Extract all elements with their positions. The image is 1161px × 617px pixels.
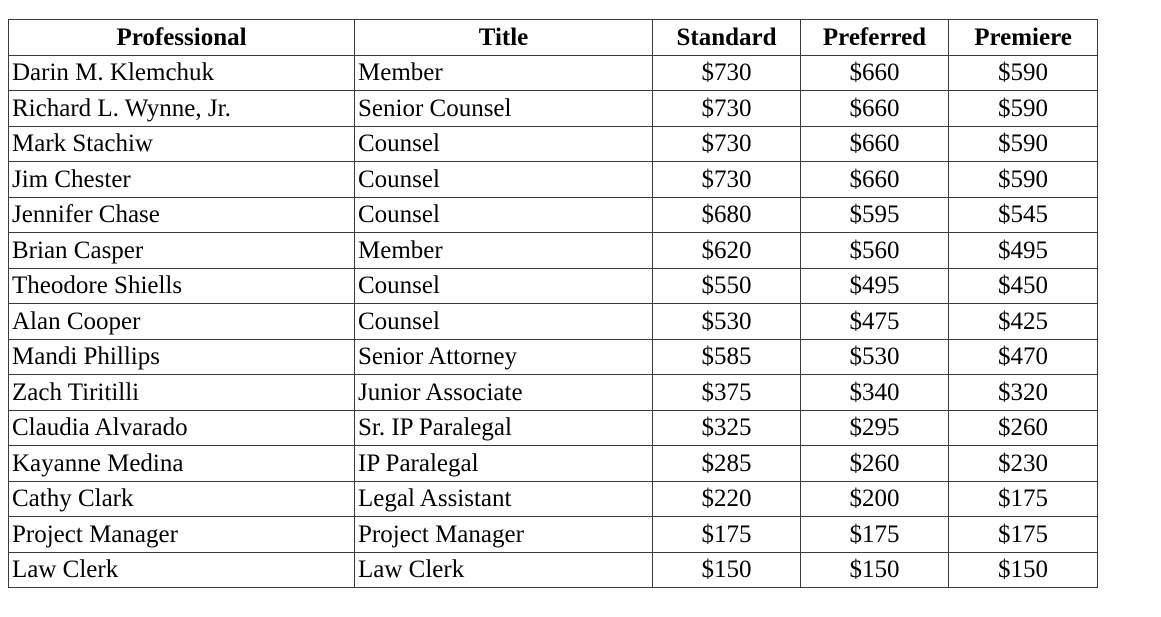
table-row [9,55,1098,91]
cell-premiere-rate: $450 [949,268,1098,304]
cell-standard-rate: $150 [653,552,801,588]
cell-premiere-rate: $320 [949,375,1098,411]
cell-title: Legal Assistant [355,481,653,517]
table-row [9,268,1098,304]
cell-title: Counsel [355,268,653,304]
cell-professional: Theodore Shiells [9,268,355,304]
cell-title: Senior Attorney [355,339,653,375]
header-standard: Standard [653,20,801,56]
cell-professional: Jennifer Chase [9,197,355,233]
header-premiere: Premiere [949,20,1098,56]
cell-standard-rate: $550 [653,268,801,304]
cell-premiere-rate: $545 [949,197,1098,233]
cell-premiere-rate: $150 [949,552,1098,588]
cell-title: Counsel [355,126,653,162]
table-row [9,91,1098,127]
cell-preferred-rate: $260 [801,446,949,482]
table-body [9,55,1098,588]
cell-title: Member [355,233,653,269]
header-row [9,20,1098,56]
header-title: Title [355,20,653,56]
cell-preferred-rate: $495 [801,268,949,304]
cell-professional: Zach Tiritilli [9,375,355,411]
cell-premiere-rate: $175 [949,517,1098,553]
cell-professional: Darin M. Klemchuk [9,55,355,91]
cell-professional: Mark Stachiw [9,126,355,162]
cell-standard-rate: $680 [653,197,801,233]
cell-professional: Project Manager [9,517,355,553]
cell-title: Member [355,55,653,91]
header-preferred: Preferred [801,20,949,56]
cell-title: Junior Associate [355,375,653,411]
cell-preferred-rate: $530 [801,339,949,375]
cell-preferred-rate: $595 [801,197,949,233]
table-row [9,552,1098,588]
cell-preferred-rate: $295 [801,410,949,446]
cell-standard-rate: $175 [653,517,801,553]
cell-title: IP Paralegal [355,446,653,482]
cell-professional: Kayanne Medina [9,446,355,482]
table-row [9,233,1098,269]
cell-standard-rate: $530 [653,304,801,340]
cell-premiere-rate: $260 [949,410,1098,446]
cell-standard-rate: $325 [653,410,801,446]
table-row [9,304,1098,340]
cell-professional: Claudia Alvarado [9,410,355,446]
table-row [9,517,1098,553]
table-row [9,481,1098,517]
cell-professional: Brian Casper [9,233,355,269]
table-row [9,375,1098,411]
header-professional: Professional [9,20,355,56]
cell-preferred-rate: $660 [801,55,949,91]
cell-standard-rate: $220 [653,481,801,517]
cell-premiere-rate: $175 [949,481,1098,517]
cell-professional: Richard L. Wynne, Jr. [9,91,355,127]
cell-standard-rate: $730 [653,91,801,127]
cell-professional: Alan Cooper [9,304,355,340]
cell-premiere-rate: $590 [949,162,1098,198]
cell-preferred-rate: $660 [801,126,949,162]
table-row [9,339,1098,375]
cell-premiere-rate: $590 [949,55,1098,91]
cell-standard-rate: $375 [653,375,801,411]
table-row [9,126,1098,162]
table-row [9,410,1098,446]
cell-title: Project Manager [355,517,653,553]
cell-standard-rate: $585 [653,339,801,375]
cell-preferred-rate: $660 [801,91,949,127]
rate-table [8,19,1098,588]
cell-standard-rate: $620 [653,233,801,269]
cell-standard-rate: $285 [653,446,801,482]
cell-professional: Jim Chester [9,162,355,198]
table-row [9,197,1098,233]
cell-professional: Mandi Phillips [9,339,355,375]
cell-preferred-rate: $340 [801,375,949,411]
cell-preferred-rate: $150 [801,552,949,588]
cell-preferred-rate: $200 [801,481,949,517]
cell-title: Counsel [355,197,653,233]
table-row [9,446,1098,482]
cell-premiere-rate: $470 [949,339,1098,375]
cell-standard-rate: $730 [653,55,801,91]
cell-standard-rate: $730 [653,126,801,162]
cell-title: Counsel [355,162,653,198]
cell-standard-rate: $730 [653,162,801,198]
cell-premiere-rate: $590 [949,126,1098,162]
cell-premiere-rate: $590 [949,91,1098,127]
cell-title: Sr. IP Paralegal [355,410,653,446]
table-row [9,162,1098,198]
cell-premiere-rate: $495 [949,233,1098,269]
cell-title: Law Clerk [355,552,653,588]
cell-premiere-rate: $425 [949,304,1098,340]
cell-preferred-rate: $175 [801,517,949,553]
cell-preferred-rate: $560 [801,233,949,269]
cell-professional: Law Clerk [9,552,355,588]
cell-professional: Cathy Clark [9,481,355,517]
cell-preferred-rate: $660 [801,162,949,198]
cell-title: Senior Counsel [355,91,653,127]
cell-preferred-rate: $475 [801,304,949,340]
cell-title: Counsel [355,304,653,340]
cell-premiere-rate: $230 [949,446,1098,482]
